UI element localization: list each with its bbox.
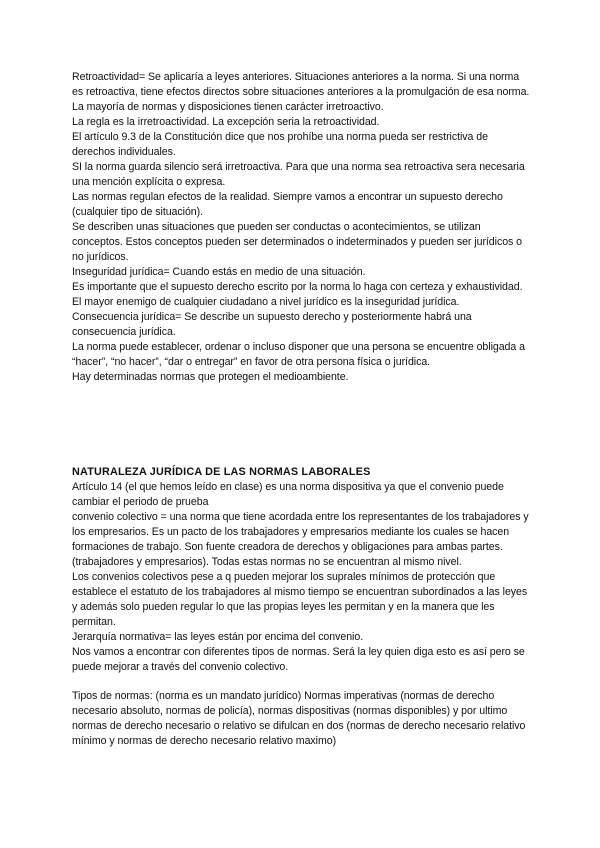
paragraph-silencio-norma: SI la norma guarda silencio será irretroactiva. Para que una norma sea retroactiva sera necesaria una mención explícita o expresa. bbox=[72, 161, 525, 188]
section-retroactividad bbox=[72, 70, 532, 385]
paragraph-caracter-irretroactivo: La mayoría de normas y disposiciones tienen carácter irretroactivo. bbox=[72, 101, 384, 113]
paragraph-inseguridad-juridica: Inseguridad jurídica= Cuando estás en medio de una situación. bbox=[72, 266, 366, 278]
section-naturaleza-juridica bbox=[72, 465, 532, 749]
paragraph-tipos-de-normas-ley: Nos vamos a encontrar con diferentes tipos de normas. Será la ley quien diga esto es así pero se puede mejorar a través del convenio colectivo. bbox=[72, 646, 525, 673]
paragraph-retroactividad: Retroactividad= Se aplicaría a leyes anteriores. Situaciones anteriores a la norma. Si una norma es retroactiva, tiene efectos directos sobre situaciones anteriores a la promulgación de esa norma. bbox=[72, 71, 530, 98]
paragraph-norma-establecer: La norma puede establecer, ordenar o incluso disponer que una persona se encuentre obligada a “hacer”, “no hacer”, “dar o entregar” en favor de otra persona física o jurídica. bbox=[72, 341, 525, 368]
paragraph-tipos-de-normas: Tipos de normas: (norma es un mandato jurídico) Normas imperativas (normas de derecho necesario absoluto, normas de policía), normas dispositivas (normas disponibles) y por ultimo normas de derecho necesario o relativo se difulcan en dos (normas de derecho necesario relativo mínimo y normas de derecho necesario relativo maximo) bbox=[72, 690, 526, 747]
paragraph-convenio-colectivo: convenio colectivo = una norma que tiene acordada entre los representantes de los trabajadores y los empresarios. Es un pacto de los trabajadores y empresarios mediante los cuales se hacen formaciones de trabajo. Son fuente creadora de derechos y obligaciones para ambas partes. (trabajadores y empresarios). Todas estas normas no se encuentran al mismo nivel. bbox=[72, 511, 529, 568]
paragraph-spacer bbox=[72, 675, 532, 689]
paragraph-situaciones-conceptos: Se describen unas situaciones que pueden ser conductas o acontecimientos, se utilizan conceptos. Estos conceptos pueden ser determinados o indeterminados y pueden ser jurídicos o no jurídicos. bbox=[72, 221, 523, 263]
paragraph-medioambiente: Hay determinadas normas que protegen el medioambiente. bbox=[72, 371, 349, 383]
paragraph-articulo-9-3: El artículo 9.3 de la Constitución dice que nos prohíbe una norma pueda ser restrictiva de derechos individuales. bbox=[72, 131, 488, 158]
paragraph-convenios-colectivos: Los convenios colectivos pese a q pueden mejorar los suprales mínimos de protección que establece el estatuto de los trabajadores al mismo tiempo se encuentran subordinados a las leyes y además solo pueden regular lo que las propias leyes les permitan y en la manera que les permitan. bbox=[72, 571, 528, 628]
paragraph-mayor-enemigo: El mayor enemigo de cualquier ciudadano a nivel jurídico es la inseguridad jurídica. bbox=[72, 296, 460, 308]
paragraph-consecuencia-juridica: Consecuencia jurídica= Se describe un supuesto derecho y posteriormente habrá una consecuencia jurídica. bbox=[72, 311, 472, 338]
paragraph-regla-irretroactividad: La regla es la irretroactividad. La excepción seria la retroactividad. bbox=[72, 116, 380, 128]
paragraph-certeza-exhaustividad: Es importante que el supuesto derecho escrito por la norma lo haga con certeza y exhaustividad. bbox=[72, 281, 523, 293]
paragraph-jerarquia-normativa: Jerarquía normativa= las leyes están por encima del convenio. bbox=[72, 631, 364, 643]
paragraph-efectos-realidad: Las normas regulan efectos de la realidad. Siempre vamos a encontrar un supuesto derecho (cualquier tipo de situación). bbox=[72, 191, 503, 218]
section-heading: NATURALEZA JURÍDICA DE LAS NORMAS LABORALES bbox=[72, 466, 371, 478]
paragraph-articulo-14: Artículo 14 (el que hemos leído en clase) es una norma dispositiva ya que el convenio puede cambiar el periodo de prueba bbox=[72, 481, 504, 508]
